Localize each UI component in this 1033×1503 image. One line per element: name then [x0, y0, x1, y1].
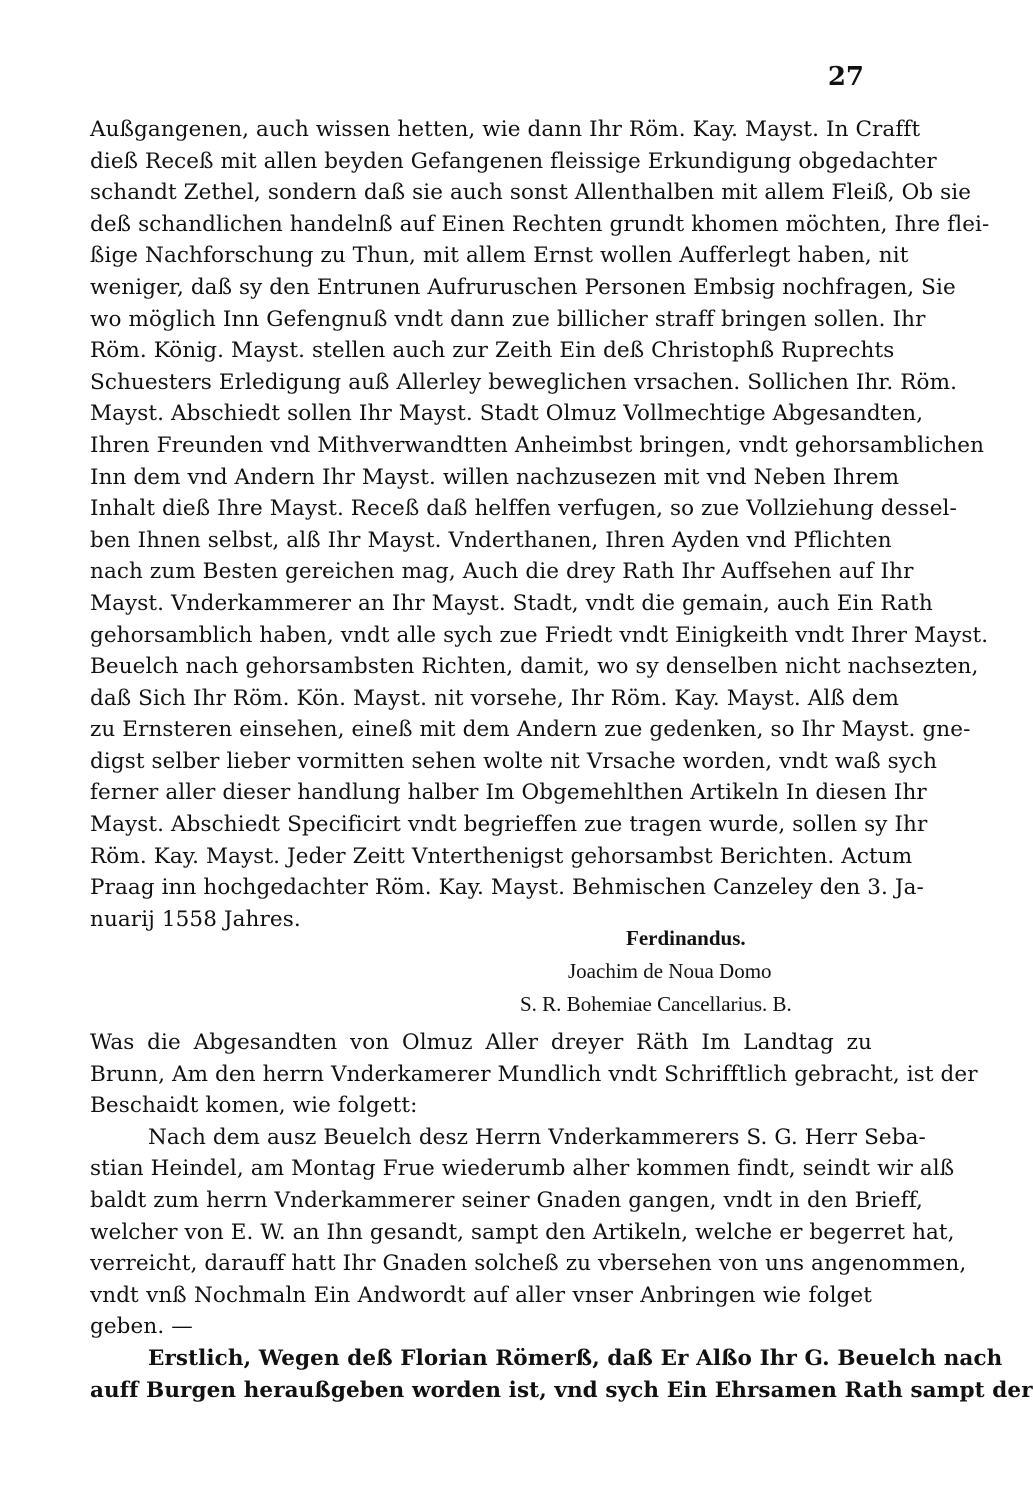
text-line: Beschaidt komen, wie folgett: — [90, 1093, 418, 1119]
text-line: daß Sich Ihr Röm. Kön. Mayst. nit vorsehe, Ihr Röm. Kay. Mayst. Alß dem — [90, 685, 899, 711]
text-line: schandt Zethel, sondern daß sie auch sonst Allenthalben mit allem Fleiß, Ob sie — [90, 180, 972, 206]
text-line: deß schandlichen handelnß auf Einen Rechten grundt khomen möchten, Ihre flei- — [90, 211, 990, 237]
signature-chancellor: Joachim de Noua Domo — [568, 959, 772, 983]
text-line: Schuesters Erledigung auß Allerley beweglichen vrsachen. Sollichen Ihr. Röm. — [90, 369, 958, 395]
text-line: auff Burgen heraußgeben worden ist, vnd sych Ein Ehrsamen Rath sampt der — [90, 1377, 1033, 1403]
signature-title: S. R. Bohemiae Cancellarius. B. — [520, 992, 792, 1016]
text-line: ben Ihnen selbst, alß Ihr Mayst. Vnderthanen, Ihren Ayden vnd Pflichten — [90, 527, 892, 553]
text-line: zu Ernsteren einsehen, eineß mit dem Andern zue gedenken, so Ihr Mayst. gne- — [90, 717, 971, 743]
report-text — [90, 1027, 1033, 1406]
text-line: ßige Nachforschung zu Thun, mit allem Ernst wollen Aufferlegt haben, nit — [90, 243, 909, 269]
text-line: Nach dem ausz Beuelch desz Herrn Vnderkammerers S. G. Herr Seba- — [148, 1124, 926, 1150]
text-line: Mayst. Vnderkammerer an Ihr Mayst. Stadt, vndt die gemain, auch Ein Rath — [90, 590, 933, 616]
text-line: digst selber lieber vormitten sehen wolte nit Vrsache worden, vndt waß sych — [90, 748, 938, 774]
text-line: Inhalt dieß Ihre Mayst. Receß daß helffen verfugen, so zue Vollziehung dessel- — [90, 496, 957, 522]
text-line: Praag inn hochgedachter Röm. Kay. Mayst. Behmischen Canzeley den 3. Ja- — [90, 875, 924, 901]
text-line: weniger, daß sy den Entrunen Aufruruschen Personen Embsig nochfragen, Sie — [90, 274, 956, 300]
signature-block — [520, 922, 880, 1021]
text-line: Ihren Freunden vnd Mithverwandtten Anheimbst bringen, vndt gehorsamblichen — [90, 432, 985, 458]
text-line: Mayst. Abschiedt Specificirt vndt begrieffen zue tragen wurde, sollen sy Ihr — [90, 812, 928, 838]
page-number: 27 — [827, 62, 864, 92]
text-line: verreicht, darauff hatt Ihr Gnaden solcheß zu vbersehen von uns angenommen, — [90, 1251, 967, 1277]
text-line: welcher von E. W. an Ihn gesandt, sampt den Artikeln, welche er begerret hat, — [90, 1219, 955, 1245]
text-line: vndt vnß Nochmaln Ein Andwordt auf aller vnser Anbringen wie folget — [90, 1282, 872, 1308]
text-line: Außgangenen, auch wissen hetten, wie dann Ihr Röm. Kay. Mayst. In Crafft — [90, 117, 921, 142]
text-line: Was die Abgesandten von Olmuz Aller dreyer Räth Im Landtag zu — [90, 1030, 872, 1055]
text-line: stian Heindel, am Montag Frue wiederumb alher kommen findt, seindt wir alß — [90, 1156, 955, 1182]
signature-name: Ferdinandus. — [626, 926, 746, 950]
text-line: Brunn, Am den herrn Vnderkamerer Mundlich vndt Schrifftlich gebracht, ist der — [90, 1061, 978, 1087]
text-line: nuarij 1558 Jahres. — [90, 906, 301, 932]
text-line: ferner aller dieser handlung halber Im Obgemehlthen Artikeln In diesen Ihr — [90, 780, 927, 806]
text-line: Röm. König. Mayst. stellen auch zur Zeith Ein deß Christophß Ruprechts — [90, 338, 895, 364]
text-line: Beuelch nach gehorsambsten Richten, damit, wo sy denselben nicht nachsezten, — [90, 654, 979, 680]
text-line: Erstlich, Wegen deß Florian Römerß, daß Er Alßo Ihr G. Beuelch nach — [148, 1345, 1003, 1371]
text-line: wo möglich Inn Gefengnuß vndt dann zue billicher straff bringen sollen. Ihr — [90, 306, 926, 332]
text-line: Röm. Kay. Mayst. Jeder Zeitt Vnterthenigst gehorsambst Berichten. Actum — [90, 843, 913, 869]
text-line: dieß Receß mit allen beyden Gefangenen fleissige Erkundigung obgedachter — [90, 148, 937, 174]
text-line: Mayst. Abschiedt sollen Ihr Mayst. Stadt Olmuz Vollmechtige Abgesandten, — [90, 401, 924, 427]
text-line: Inn dem vnd Andern Ihr Mayst. willen nachzusezen mit vnd Neben Ihrem — [90, 464, 900, 490]
text-line: nach zum Besten gereichen mag, Auch die drey Rath Ihr Auffsehen auf Ihr — [90, 559, 914, 585]
text-line: gehorsamblich haben, vndt alle sych zue Friedt vndt Einigkeith vndt Ihrer Mayst. — [90, 622, 989, 648]
decree-text — [90, 114, 990, 935]
text-line: baldt zum herrn Vnderkammerer seiner Gnaden gangen, vndt in den Brieff, — [90, 1187, 923, 1213]
text-line: geben. — — [90, 1314, 193, 1340]
